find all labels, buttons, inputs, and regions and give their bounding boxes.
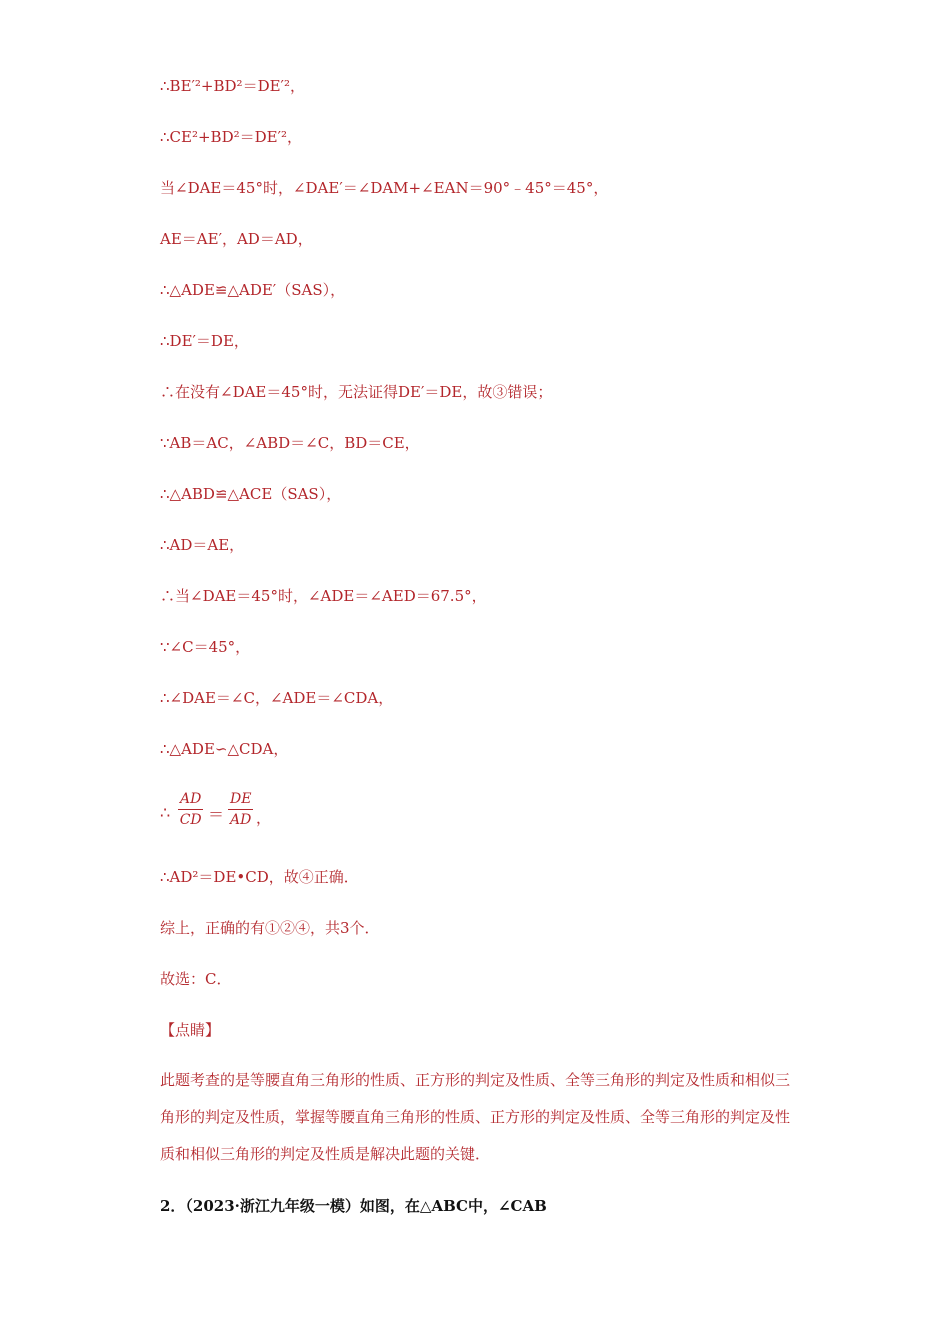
solution-line: ∴在没有∠DAE＝45°时，无法证得DE′＝DE，故③错误； — [160, 383, 553, 401]
solution-line: ∴△ADE∽△CDA， — [160, 740, 289, 758]
fraction-comma: ， — [256, 809, 272, 827]
solution-line: ∵∠C＝45°， — [160, 638, 251, 656]
therefore-symbol: ∴ — [160, 803, 171, 822]
solution-line: ∴△ADE≌△ADE′（SAS）， — [160, 281, 346, 299]
solution-line: 当∠DAE＝45°时，∠DAE′＝∠DAM+∠EAN＝90°﹣45°＝45°， — [160, 179, 609, 197]
solution-line: ∴DE′＝DE， — [160, 332, 249, 350]
comment-heading: 【点睛】 — [160, 1021, 221, 1039]
comment-paragraph: 此题考查的是等腰直角三角形的性质、正方形的判定及性质、全等三角形的判定及性质和相似三角形的判定及性质，掌握等腰直角三角形的性质、正方形的判定及性质、全等三角形的判定及性质和相似三角形的判定及性质是解决此题的关键． — [160, 1071, 791, 1163]
conclusion-line: 综上，正确的有①②④，共3个． — [160, 919, 380, 937]
next-question-heading: 2．（2023·浙江九年级一模）如图，在△ABC中，∠CAB — [160, 1197, 547, 1215]
solution-line: ∴BE′²+BD²＝DE′²， — [160, 77, 305, 95]
solution-line: ∴AD²＝DE•CD，故④正确． — [160, 868, 359, 886]
left-fraction — [178, 789, 203, 830]
right-denominator: AD — [230, 812, 252, 828]
solution-line: ∴当∠DAE＝45°时，∠ADE＝∠AED＝67.5°， — [160, 587, 487, 605]
solution-line: ∵AB＝AC，∠ABD＝∠C，BD＝CE， — [160, 434, 420, 452]
right-numerator: DE — [228, 789, 253, 810]
solution-line: AE＝AE′，AD＝AD， — [160, 230, 313, 248]
solution-line: ∴∠DAE＝∠C，∠ADE＝∠CDA， — [160, 689, 394, 707]
right-fraction — [228, 789, 253, 830]
left-denominator: CD — [179, 812, 202, 828]
left-numerator: AD — [178, 789, 203, 810]
solution-line: ∴CE²+BD²＝DE′²， — [160, 128, 303, 146]
solution-line: ∴△ABD≌△ACE（SAS）， — [160, 485, 342, 503]
answer-line: 故选：C． — [160, 970, 232, 988]
equals-sign: ＝ — [208, 805, 225, 824]
solution-line: ∴AD＝AE， — [160, 536, 245, 554]
